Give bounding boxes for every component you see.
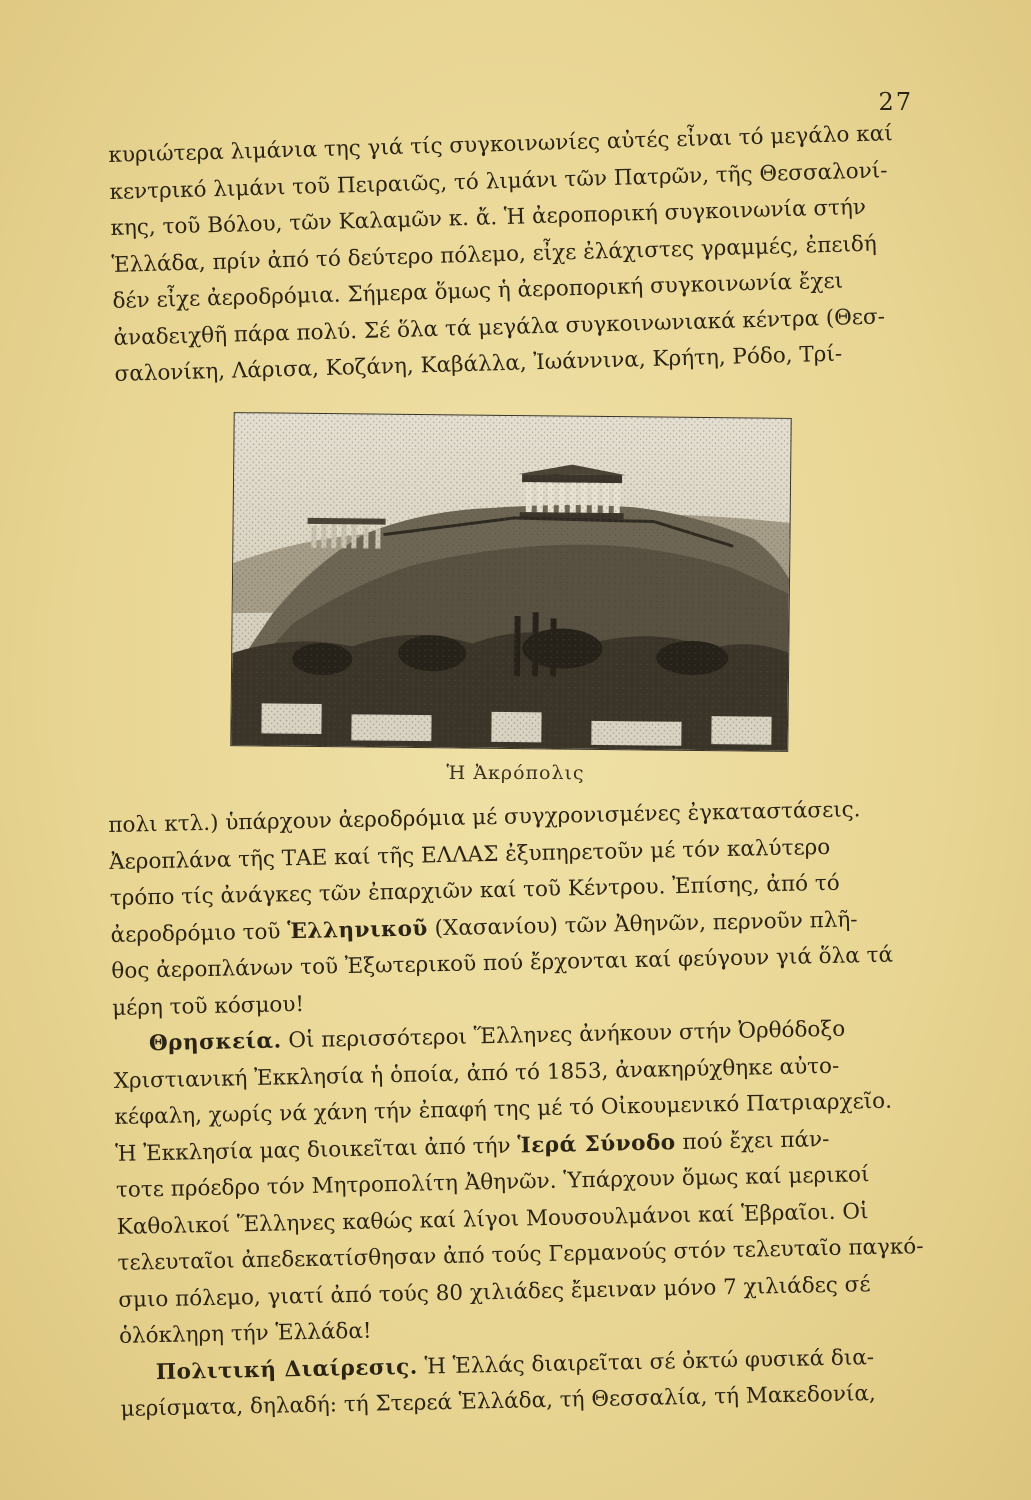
text-line: τοτε πρόεδρο τόν Μητροπολίτη Ἀθηνῶν. Ὑπάρχουν ὅμως καί μερικοί <box>115 1162 870 1203</box>
text-line: κέφαλη, χωρίς νά χάνη τήν ἐπαφή της μέ τό Οἰκουμενικό Πατριαρχεῖο. <box>114 1088 893 1130</box>
text-line: τρόπο τίς ἀνάγκες τῶν ἐπαρχιῶν καί τοῦ Κέντρου. Ἐπίσης, ἀπό τό <box>109 870 840 911</box>
bottom-text <box>108 791 947 1429</box>
bold-term-elliniko: Ἑλληνικοῦ <box>287 915 429 944</box>
text-line: τελευταῖοι ἀπεδεκατίσθησαν ἀπό τούς Γερμανούς στόν τελευταῖο παγκό- <box>117 1234 924 1276</box>
text-segment: Ἡ Ἐκκλησία μας διοικεῖται ἀπό τήν <box>114 1133 518 1167</box>
page-number: 27 <box>878 88 913 116</box>
text-line: πολι κτλ.) ὑπάρχουν ἀεροδρόμια μέ συγχρονισμένες ἐγκαταστάσεις. <box>108 797 861 838</box>
bold-term-synod: Ἱερά Σύνοδο <box>517 1129 676 1158</box>
text-segment: πού ἔχει πάν- <box>675 1126 830 1155</box>
text-segment: Ἡ Ἑλλάς διαιρεῖται σέ ὀκτώ φυσικά δια- <box>417 1344 875 1380</box>
text-line: Καθολικοί Ἕλληνες καθώς καί λίγοι Μουσουλμάνοι καί Ἑβραῖοι. Οἱ <box>116 1198 869 1240</box>
text-line: μέρη τοῦ κόσμου! <box>111 991 305 1021</box>
text-line: κης, τοῦ Βόλου, τῶν Καλαμῶν κ. ἄ. Ἡ ἀεροπορική συγκοινωνία στήν <box>110 194 867 241</box>
acropolis-photo <box>230 412 789 750</box>
text-line: κεντρικό λιμάνι τοῦ Πειραιῶς, τό λιμάνι τῶν Πατρῶν, τῆς Θεσσαλονί- <box>109 157 888 205</box>
text-line: Ἑλλάδα, πρίν ἀπό τό δεύτερο πόλεμο, εἶχε ἐλάχιστες γραμμές, ἐπειδή <box>111 231 877 278</box>
text-segment: (Χασανίου) τῶν Ἀθηνῶν, περνοῦν πλῆ- <box>427 906 858 941</box>
text-line: Χριστιανική Ἐκκλησία ἡ ὁποία, ἀπό τό 1853, ἀνακηρύχθηκε αὐτο- <box>113 1053 840 1094</box>
text-line: κυριώτερα λιμάνια της γιά τίς συγκοινωνίες αὐτές εἶναι τό μεγάλο καί <box>108 121 893 168</box>
acropolis-illustration <box>231 413 790 751</box>
figure-caption: Ἡ Ἀκρόπολις <box>446 762 585 784</box>
top-paragraph <box>108 115 941 393</box>
text-line: δέν εἶχε ἀεροδρόμια. Σήμερα ὅμως ἡ ἀεροπορική συγκοινωνία ἔχει <box>112 268 844 314</box>
text-line: θος ἀεροπλάνων τοῦ Ἐξωτερικοῦ πού ἔρχονται καί φεύγουν γιά ὅλα τά <box>111 942 894 984</box>
text-line: σμιο πόλεμο, γιατί ἀπό τούς 80 χιλιάδες ἔμειναν μόνο 7 χιλιάδες σέ <box>118 1271 871 1313</box>
section-heading-political-division: Πολιτική Διαίρεσις. <box>155 1354 418 1385</box>
text-line: σαλονίκη, Λάρισα, Κοζάνη, Καβάλλα, Ἰωάννινα, Κρήτη, Ρόδο, Τρί- <box>114 341 843 387</box>
text-segment: ἀεροδρόμιο τοῦ <box>110 918 288 948</box>
text-segment: Οἱ περισσότεροι Ἕλληνες ἀνήκουν στήν Ὀρθόδοξο <box>281 1016 846 1054</box>
text-line: Ἀεροπλάνα τῆς ΤΑΕ καί τῆς ΕΛΛΑΣ ἐξυπηρετοῦν μέ τόν καλύτερο <box>108 834 831 875</box>
text-line: μερίσματα, δηλαδή: τή Στερεά Ἑλλάδα, τή Θεσσαλία, τή Μακεδονία, <box>120 1381 876 1422</box>
text-line: ἀναδειχθῆ πάρα πολύ. Σέ ὅλα τά μεγάλα συγκοινωνιακά κέντρα (Θεσ- <box>113 303 886 351</box>
section-heading-religion: Θρησκεία. <box>148 1028 282 1057</box>
text-line: ὁλόκληρη τήν Ἑλλάδα! <box>118 1318 372 1349</box>
photo-frame <box>230 412 791 752</box>
